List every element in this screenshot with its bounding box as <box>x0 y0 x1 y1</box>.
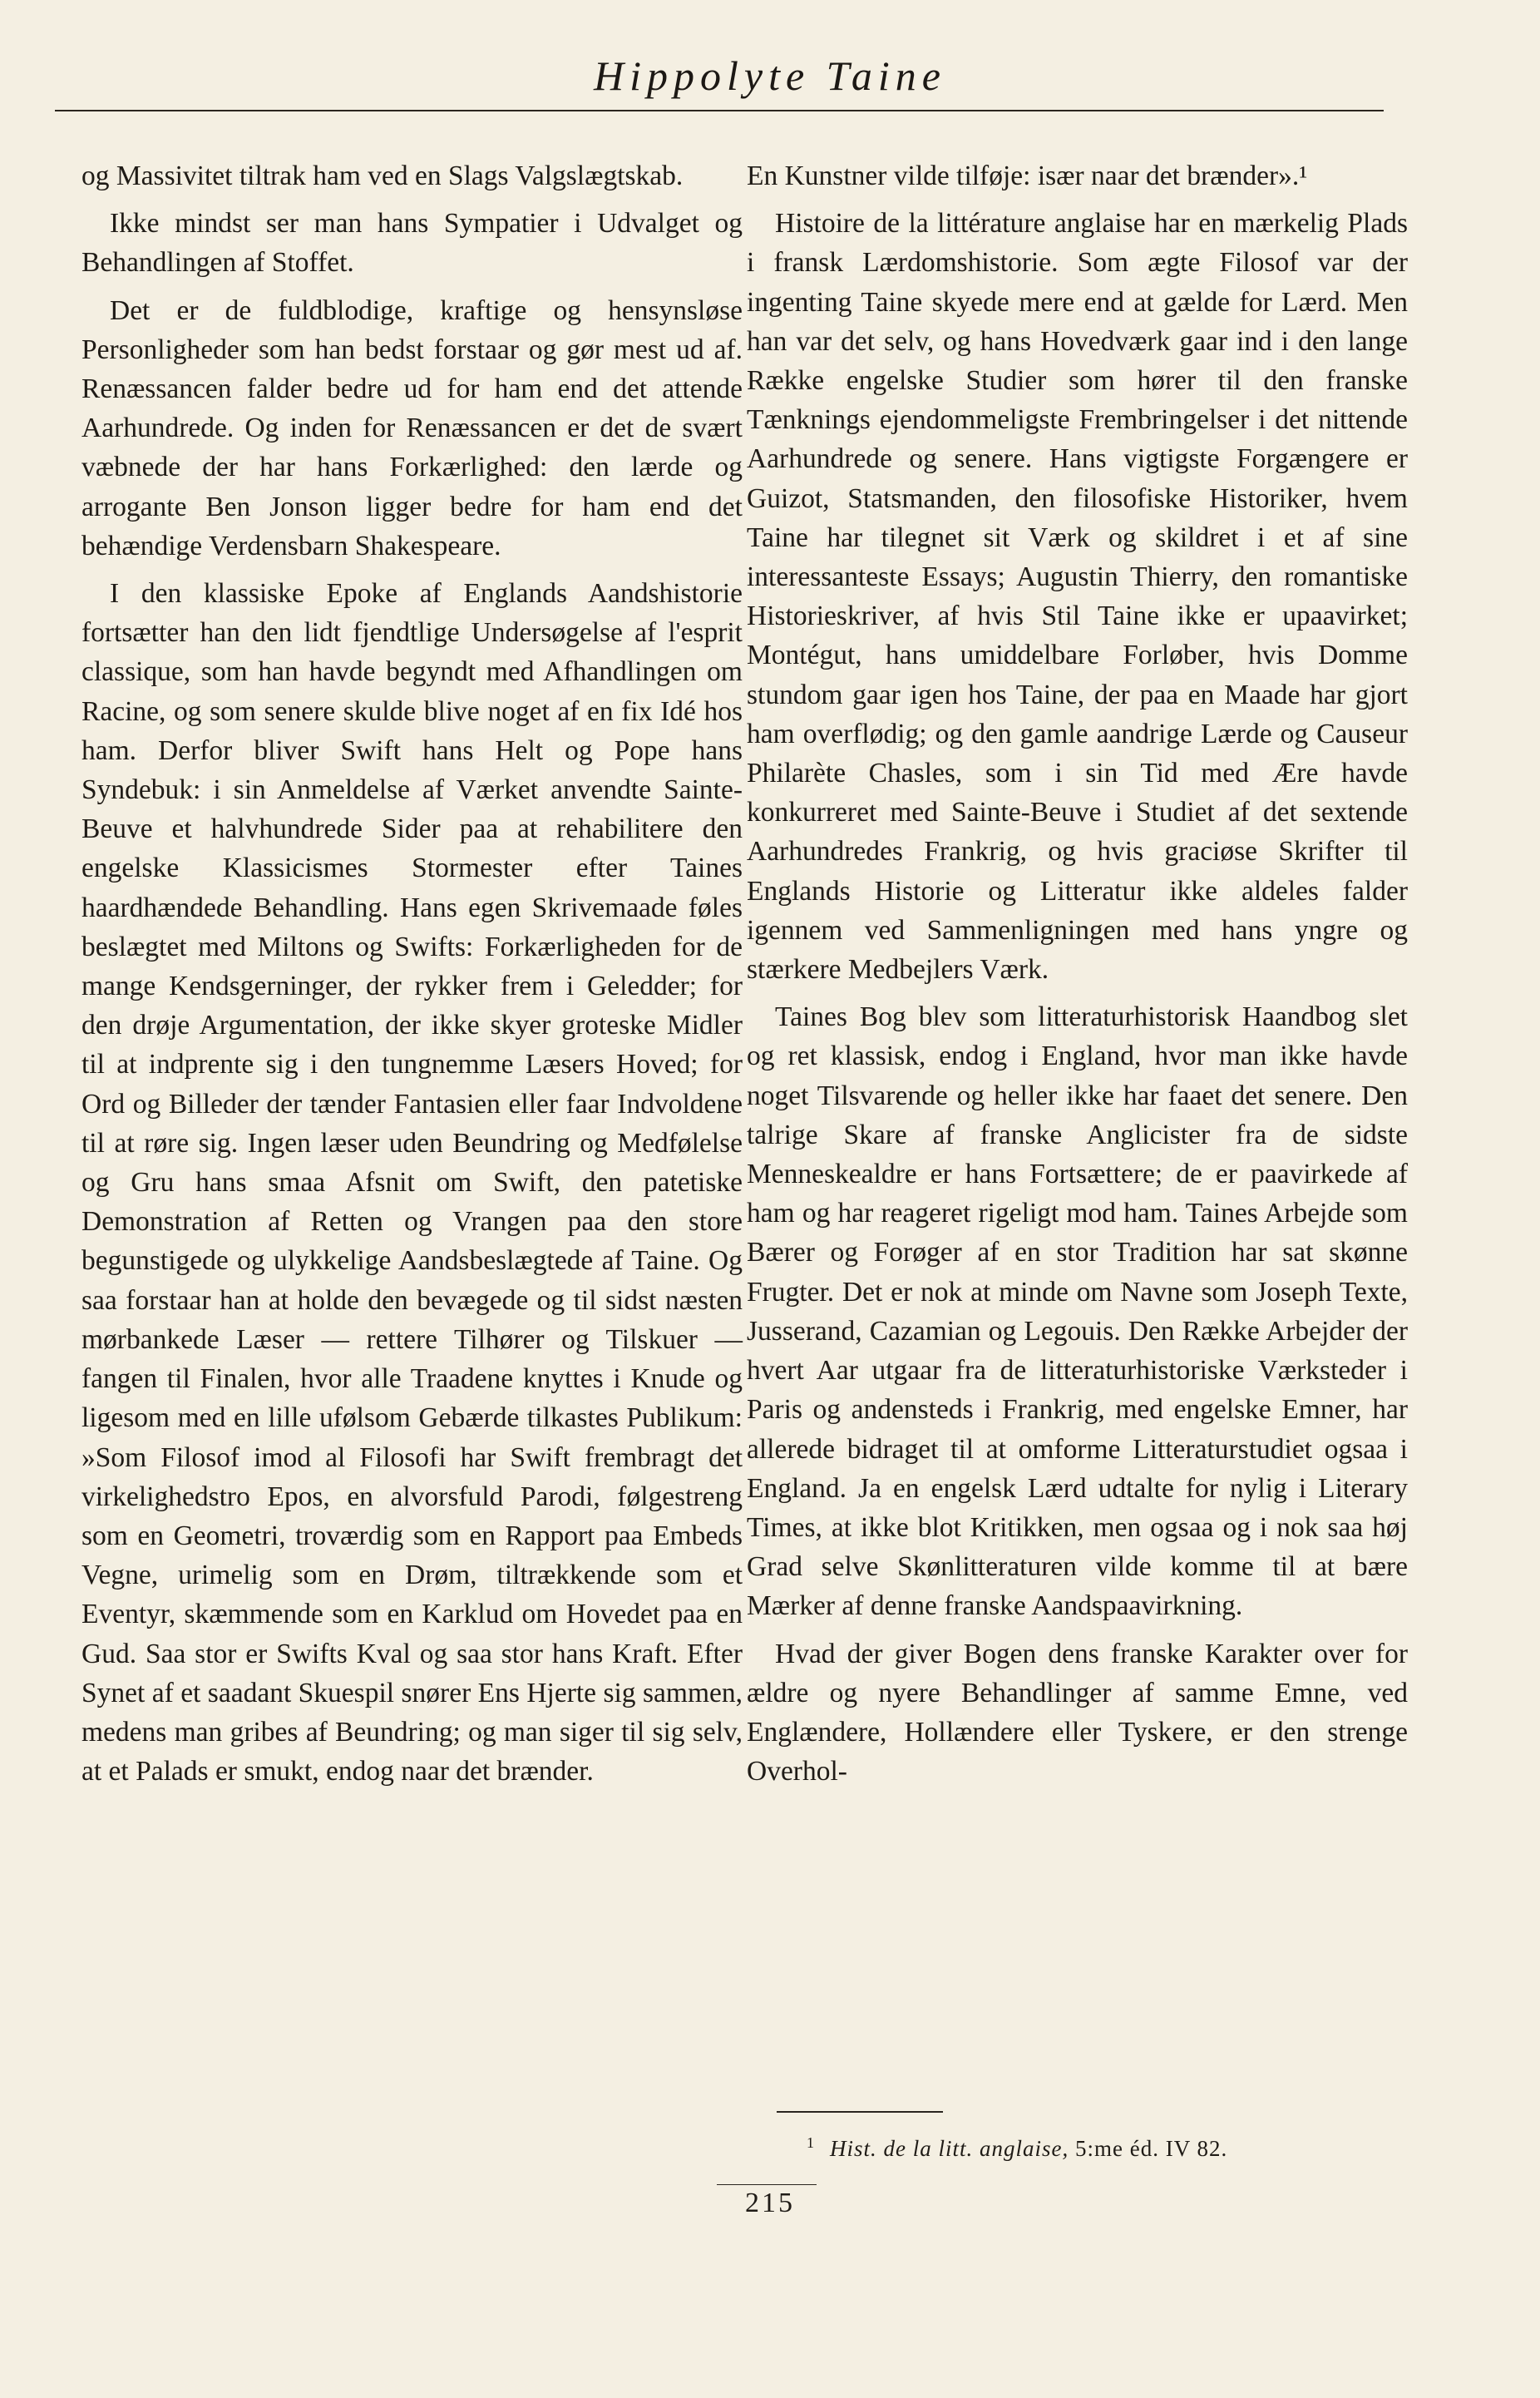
running-header-title: Hippolyte Taine <box>594 52 946 99</box>
right-paragraph-2: Histoire de la littérature anglaise har en mærkelig Plads i fransk Lærdomshistorie. Som ægte Filosof var der ingenting Taine skyede mere end at gælde for Lærd. Men han var det selv, og hans Hovedværk gaar ind i den lange Række engelske Studier som hører til den franske Tænknings ejendommeligste Frembringelser i det nittende Aarhundrede og senere. Hans vigtigste Forgængere er Guizot, Statsmanden, den filosofiske Historiker, hvem Taine har tilegnet sit Værk og skildret i et af sine interessanteste Essays; Augustin Thierry, den romantiske Historieskriver, af hvis Stil Taine ikke er upaavirket; Montégut, hans umiddelbare Forløber, hvis Domme stundom gaar igen hos Taine, der paa en Maade har gjort ham overflødig; og den gamle aandrige Lærde og Causeur Philarète Chasles, som i sin Tid med Ære havde konkurreret med Sainte-Beuve i Studiet af det sextende Aarhundredes Frankrig, og hvis graciøse Skrifter til Englands Historie og Litteratur ikke aldeles falder igennem ved Sammenligningen med hans yngre og stærkere Medbejlers Værk. <box>747 208 1408 986</box>
right-paragraph-3: Taines Bog blev som litteraturhistorisk Haandbog slet og ret klassisk, endog i England, hvor man ikke havde noget Tilsvarende og heller ikke har faaet det senere. Den talrige Skare af franske Anglicister fra de sidste Menneskealdre er hans Fortsættere; de er paavirkede af ham og har reageret rigeligt mod ham. Taines Arbejde som Bærer og Forøger af en stor Tradition har sat skønne Frugter. Det er nok at minde om Navne som Joseph Texte, Jusserand, Cazamian og Legouis. Den Række Arbejder der hvert Aar utgaar fra de litteraturhistoriske Værksteder i Paris og andensteds i Frankrig, med engelske Emner, har allerede bidraget til at omforme Litteraturstudiet ogsaa i England. Ja en engelsk Lærd udtalte for nylig i Literary Times, at ikke blot Kritikken, men ogsaa og i nok saa høj Grad selve Skønlitteraturen vilde komme til at bære Mærker af denne franske Aandspaavirkning. <box>747 1001 1408 1622</box>
left-paragraph-1: og Massivitet tiltrak ham ved en Slags Valgslægtskab. <box>81 161 684 191</box>
footnote-rule <box>777 2111 943 2113</box>
left-column <box>81 156 743 1791</box>
footnote-reference: 5:me éd. IV 82. <box>1069 2136 1228 2161</box>
header-rule <box>55 110 1384 111</box>
left-paragraph-2: Ikke mindst ser man hans Sympatier i Udvalget og Behandlingen af Stoffet. <box>81 208 743 279</box>
footnote <box>807 2128 1389 2163</box>
left-paragraph-3: Det er de fuldblodige, kraftige og hensynsløse Personligheder som han bedst forstaar og gør mest ud af. Renæssancen falder bedre ud for ham end det attende Aarhundrede. Og inden for Renæssancen er det de svært væbnede der har hans Forkærlighed: den lærde og arrogante Ben Jonson ligger bedre for ham end det behændige Verdensbarn Shakespeare. <box>81 294 743 561</box>
right-paragraph-4: Hvad der giver Bogen dens franske Karakter over for ældre og nyere Behandlinger af samme Emne, ved Englændere, Hollændere eller Tyskere, er den strenge Overhol- <box>747 1638 1408 1787</box>
page-number: 215 <box>745 2188 795 2218</box>
footnote-number: 1 <box>807 2134 815 2151</box>
page-number-rule <box>717 2184 817 2185</box>
footnote-title: Hist. de la litt. anglaise, <box>830 2136 1069 2161</box>
right-paragraph-1: En Kunstner vilde tilføje: især naar det brænder».¹ <box>747 161 1308 191</box>
left-paragraph-4: I den klassiske Epoke af Englands Aandshistorie fortsætter han den lidt fjendtlige Undersøgelse af l'esprit classique, som han havde begyndt med Afhandlingen om Racine, og som senere skulde blive noget af en fix Idé hos ham. Derfor bliver Swift hans Helt og Pope hans Syndebuk: i sin Anmeldelse af Værket anvendte Sainte-Beuve et halvhundrede Sider paa at rehabilitere den engelske Klassicismes Stormester efter Taines haardhændede Behandling. Hans egen Skrivemaade føles beslægtet med Miltons og Swifts: Forkærligheden for de mange Kendsgerninger, der rykker frem i Geledder; for den drøje Argumentation, der ikke skyer groteske Midler til at indprente sig i den tungnemme Læsers Hoved; for Ord og Billeder der tænder Fantasien eller faar Indvoldene til at røre sig. Ingen læser uden Beundring og Medfølelse og Gru hans smaa Afsnit om Swift, den patetiske Demonstration af Retten og Vrangen paa den store begunstigede og ulykkelige Aandsbeslægtede af Taine. Og saa forstaar han at holde den bevægede og til sidst næsten mørbankede Læser — rettere Tilhører og Tilskuer — fangen til Finalen, hvor alle Traadene knyttes i Knude og ligesom med en lille ufølsom Gebærde tilkastes Publikum: »Som Filosof imod al Filosofi har Swift frembragt det virkelighedstro Epos, en alvorsfuld Parodi, følgestreng som en Geometri, troværdig som en Rapport paa Embeds Vegne, urimelig som en Drøm, tiltrækkende som et Eventyr, skæmmende som en Karklud om Hovedet paa en Gud. Saa stor er Swifts Kval og saa stor hans Kraft. Efter Synet af et saadant Skuespil snører Ens Hjerte sig sammen, medens man gribes af Beundring; og man siger til sig selv, at et Palads er smukt, endog naar det brænder. <box>81 578 743 1787</box>
right-column <box>747 156 1408 1791</box>
